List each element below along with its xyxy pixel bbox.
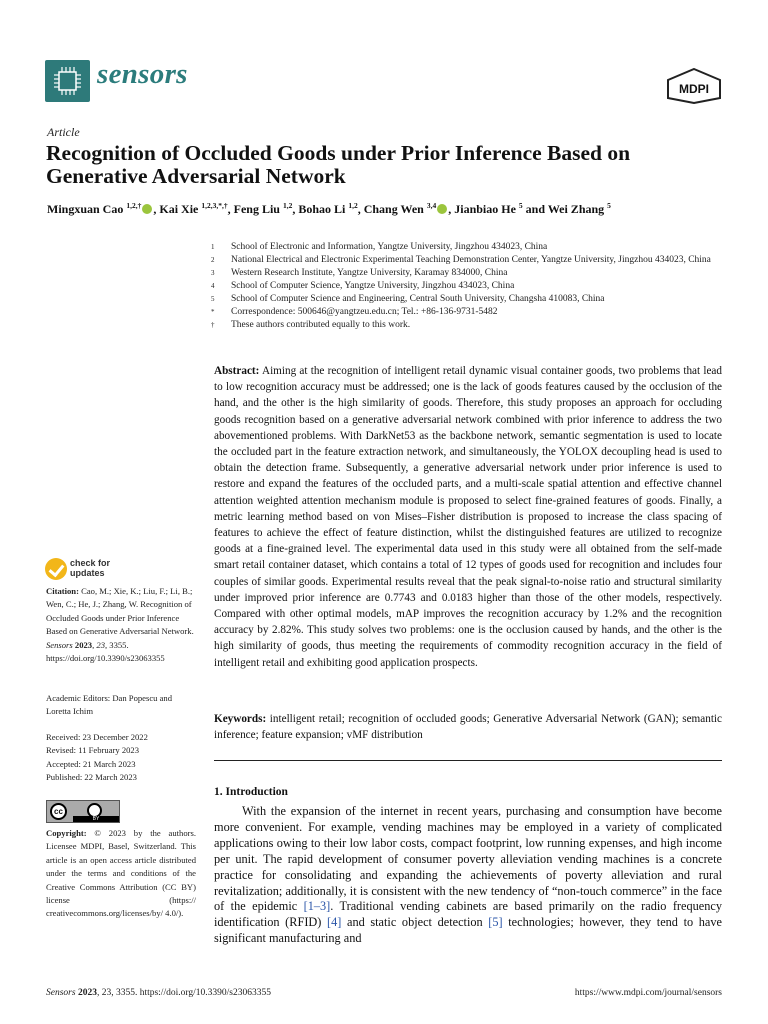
reference-link[interactable]: [4]	[327, 915, 342, 930]
author-affiliation-marks: 1,2,3,*,†	[201, 201, 228, 210]
copyright-text: © 2023 by the authors. Licensee MDPI, Basel, Switzerland. This article is an open access article distributed under the terms and conditions of the Creative Commons Attribution (CC BY) license (https:// creativecommons.org/licenses/by/ 4.0/).	[46, 828, 196, 919]
paper-title: Recognition of Occluded Goods under Prior Inference Based on Generative Adversarial Network	[46, 141, 631, 188]
article-type: Article	[47, 125, 80, 139]
date-revised: Revised: 11 February 2023	[46, 745, 140, 756]
intro-text-4: technologies; however, they tend to have significant manufacturing and	[214, 915, 722, 946]
keywords-section	[214, 711, 722, 743]
keywords-label: Keywords:	[214, 713, 267, 725]
check-icon	[45, 558, 67, 580]
affiliation-text: School of Computer Science, Yangtze University, Jingzhou 434023, China	[231, 281, 515, 291]
date-accepted: Accepted: 21 March 2023	[46, 758, 136, 769]
reference-link[interactable]: [1–3]	[303, 899, 331, 914]
affiliation-mark: †	[211, 321, 215, 329]
affiliation-item	[211, 280, 711, 293]
author-name: Kai Xie $^{1,2,3,*,\dagger}$	[159, 201, 228, 216]
author-affiliation-marks: 1,2	[348, 201, 358, 210]
affiliation-item	[211, 306, 711, 319]
author-name: Mingxuan Cao $^{1,2,\dagger}$	[47, 201, 142, 216]
intro-text-2: . Traditional vending cabinets are based primarily on the radio frequency identification (RFID)	[214, 899, 722, 930]
section-heading-introduction: 1. Introduction	[214, 786, 288, 798]
affiliation-list	[211, 241, 711, 332]
author-name: Wei Zhang $^5$	[547, 201, 611, 216]
footer-citation	[46, 988, 271, 998]
footer-journal: Sensors	[46, 988, 76, 998]
keywords-text: intelligent retail; recognition of occluded goods; Generative Adversarial Network (GAN); semantic inference; feature expansion; vMF distribution	[214, 713, 723, 742]
author-name: Chang Wen $^{3,4}$	[363, 201, 437, 216]
affiliation-text: Western Research Institute, Yangtze University, Karamay 834000, China	[231, 268, 508, 278]
affiliation-text: National Electrical and Electronic Experimental Teaching Demonstration Center, Yangtze University, Jingzhou 434023, China	[231, 255, 711, 265]
check-for-updates-button[interactable]	[45, 557, 135, 583]
journal-logo-icon	[45, 60, 90, 102]
footer-rest: , 23, 3355. https://doi.org/10.3390/s23063355	[96, 988, 271, 998]
affiliation-mark: 4	[211, 282, 215, 290]
affiliation-mark: *	[211, 308, 215, 316]
orcid-icon[interactable]	[142, 204, 152, 214]
citation-journal: Sensors	[46, 639, 73, 650]
affiliation-text: School of Computer Science and Engineering, Central South University, Changsha 410083, China	[231, 294, 605, 304]
author-name: Bohao Li $^{1,2}$	[298, 201, 358, 216]
affiliation-text: Correspondence: 500646@yangtzeu.edu.cn; Tel.: +86-136-9731-5482	[231, 307, 498, 317]
author-affiliation-marks: 3,4	[426, 201, 437, 210]
reference-link[interactable]: [5]	[488, 915, 503, 930]
license-by-label: BY	[73, 816, 119, 822]
publisher-name: MDPI	[679, 82, 709, 96]
author-affiliation-marks: 5	[607, 201, 611, 210]
citation-volume: 23	[96, 639, 105, 650]
check-updates-line2: updates	[70, 568, 105, 578]
footer-journal-url[interactable]: https://www.mdpi.com/journal/sensors	[574, 988, 722, 998]
citation-block: Citation: Cao, M.; Xie, K.; Liu, F.; Li, B.; Wen, C.; He, J.; Zhang, W. Recognition of Occluded Goods under Prior Inference Based on Generative Adversarial Network. Sensors 2023, 23, 3355. https://doi.org/10.3390/s23063355	[46, 586, 194, 664]
intro-text-3: and static object detection	[341, 915, 489, 930]
author-affiliation-marks: 1,2	[282, 201, 293, 210]
journal-name: sensors	[97, 58, 188, 90]
affiliation-text: These authors contributed equally to this work.	[231, 320, 411, 330]
affiliation-item	[211, 254, 711, 267]
abstract-label: Abstract:	[214, 365, 260, 377]
date-published: Published: 22 March 2023	[46, 772, 137, 783]
author-list: Mingxuan Cao $^{1,2,\dagger}$ , Kai Xie $^{1,2,3,*,\dagger}$, Feng Liu $^{1,2}$, Bohao Li $^{1,2}$, Chang Wen $^{3,4}$ , Jianbiao He $^5$ and Wei Zhang $^5$	[47, 201, 611, 216]
introduction-paragraph	[214, 804, 722, 947]
orcid-icon[interactable]	[437, 204, 447, 214]
author-affiliation-marks: 1,2,†	[126, 201, 142, 210]
abstract-section	[214, 363, 722, 671]
publication-dates	[46, 731, 196, 785]
affiliation-mark: 5	[211, 295, 215, 303]
citation-year: 2023	[74, 639, 93, 650]
date-received: Received: 23 December 2022	[46, 732, 148, 742]
affiliation-mark: 3	[211, 269, 215, 277]
author-name: Feng Liu $^{1,2}$	[233, 201, 293, 216]
copyright-label: Copyright:	[46, 828, 87, 838]
mdpi-logo-icon	[666, 68, 722, 104]
check-updates-line1: check for	[70, 558, 111, 568]
affiliation-item	[211, 241, 711, 254]
section-divider	[214, 760, 722, 761]
affiliation-mark: 2	[211, 256, 215, 264]
affiliation-item	[211, 267, 711, 280]
affiliation-item	[211, 293, 711, 306]
copyright-notice	[46, 827, 196, 921]
cc-by-license-badge[interactable]	[46, 800, 120, 823]
creative-commons-icon: cc	[50, 803, 67, 820]
citation-pages: , 3355.	[104, 639, 129, 650]
citation-text: Cao, M.; Xie, K.; Liu, F.; Li, B.; Wen, C.; He, J.; Zhang, W. Recognition of Occluded Goods under Prior Inference Based on Generative Adversarial Network.	[46, 586, 194, 637]
citation-doi-link[interactable]: https://doi.org/10.3390/s23063355	[46, 653, 165, 664]
academic-editors: Academic Editors: Dan Popescu and Loretta Ichim	[46, 693, 173, 717]
abstract-text: Aiming at the recognition of intelligent retail dynamic visual container goods, two problems that lead to low recognition accuracy must be addressed; one is the lack of goods features caused by the occlusion of the hand, and the other is the high similarity of goods. Therefore, this study proposes an approach for occluding goods recognition based on a generative adversarial network combined with prior inference to address the two abovementioned problems. With DarkNet53 as the backbone network, semantic segmentation is used to locate the occluded part in the feature extraction network, and simultaneously, the YOLOX decoupling head is used to obtain the detection frame. Subsequently, a generative adversarial network under prior inference is used to restore and expand the features of the occluded parts, and a multi-scale spatial attention and effective channel attention weighted attention mechanism module is proposed to select fine-grained features of goods. Finally, a metric learning method based on von Mises–Fisher distribution is proposed to increase the class spacing of features to achieve the effect of feature distinction, whilst the distinguished features are utilized to recognize goods at a fine-grained level. The experimental data used in this study were all obtained from the self-made smart retail container dataset, which contains a total of 12 types of goods used for recognition and includes four couples of similar goods. Experimental results reveal that the peak signal-to-noise ratio and structural similarity under improved prior inference are 0.7743 and 0.0183 higher than those of the other models, respectively. Compared with other optimal models, mAP improves the recognition accuracy by 1.2% and the recognition accuracy by 2.82%. This study solves two problems: one is the occlusion caused by hands, and the other is the high similarity of goods, thus meeting the requirements of commodity recognition accuracy in the field of intelligent retail and exhibiting good application prospects.	[214, 365, 722, 669]
author-affiliation-marks: 5	[518, 201, 523, 210]
affiliation-text: School of Electronic and Information, Yangtze University, Jingzhou 434023, China	[231, 242, 548, 252]
citation-label: Citation:	[46, 586, 79, 596]
author-name: Jianbiao He $^5$	[454, 201, 523, 216]
affiliation-mark: 1	[211, 243, 215, 251]
footer-year: 2023	[77, 988, 97, 998]
affiliation-item	[211, 319, 711, 332]
intro-text-1: With the expansion of the internet in recent years, purchasing and consumption have become more convenient. For example, vending machines may be employed in a variety of complicated applications owing to their low labor costs, compact footprint, low running expenses, and high income per unit. The rapid development of consumer poverty alleviation vending machines is a concrete practice for consolidating and expanding the achievements of poverty alleviation and rural revitalization; additionally, it is consistent with the new tendency of “non-touch commerce” in the face of the epidemic	[214, 804, 722, 914]
